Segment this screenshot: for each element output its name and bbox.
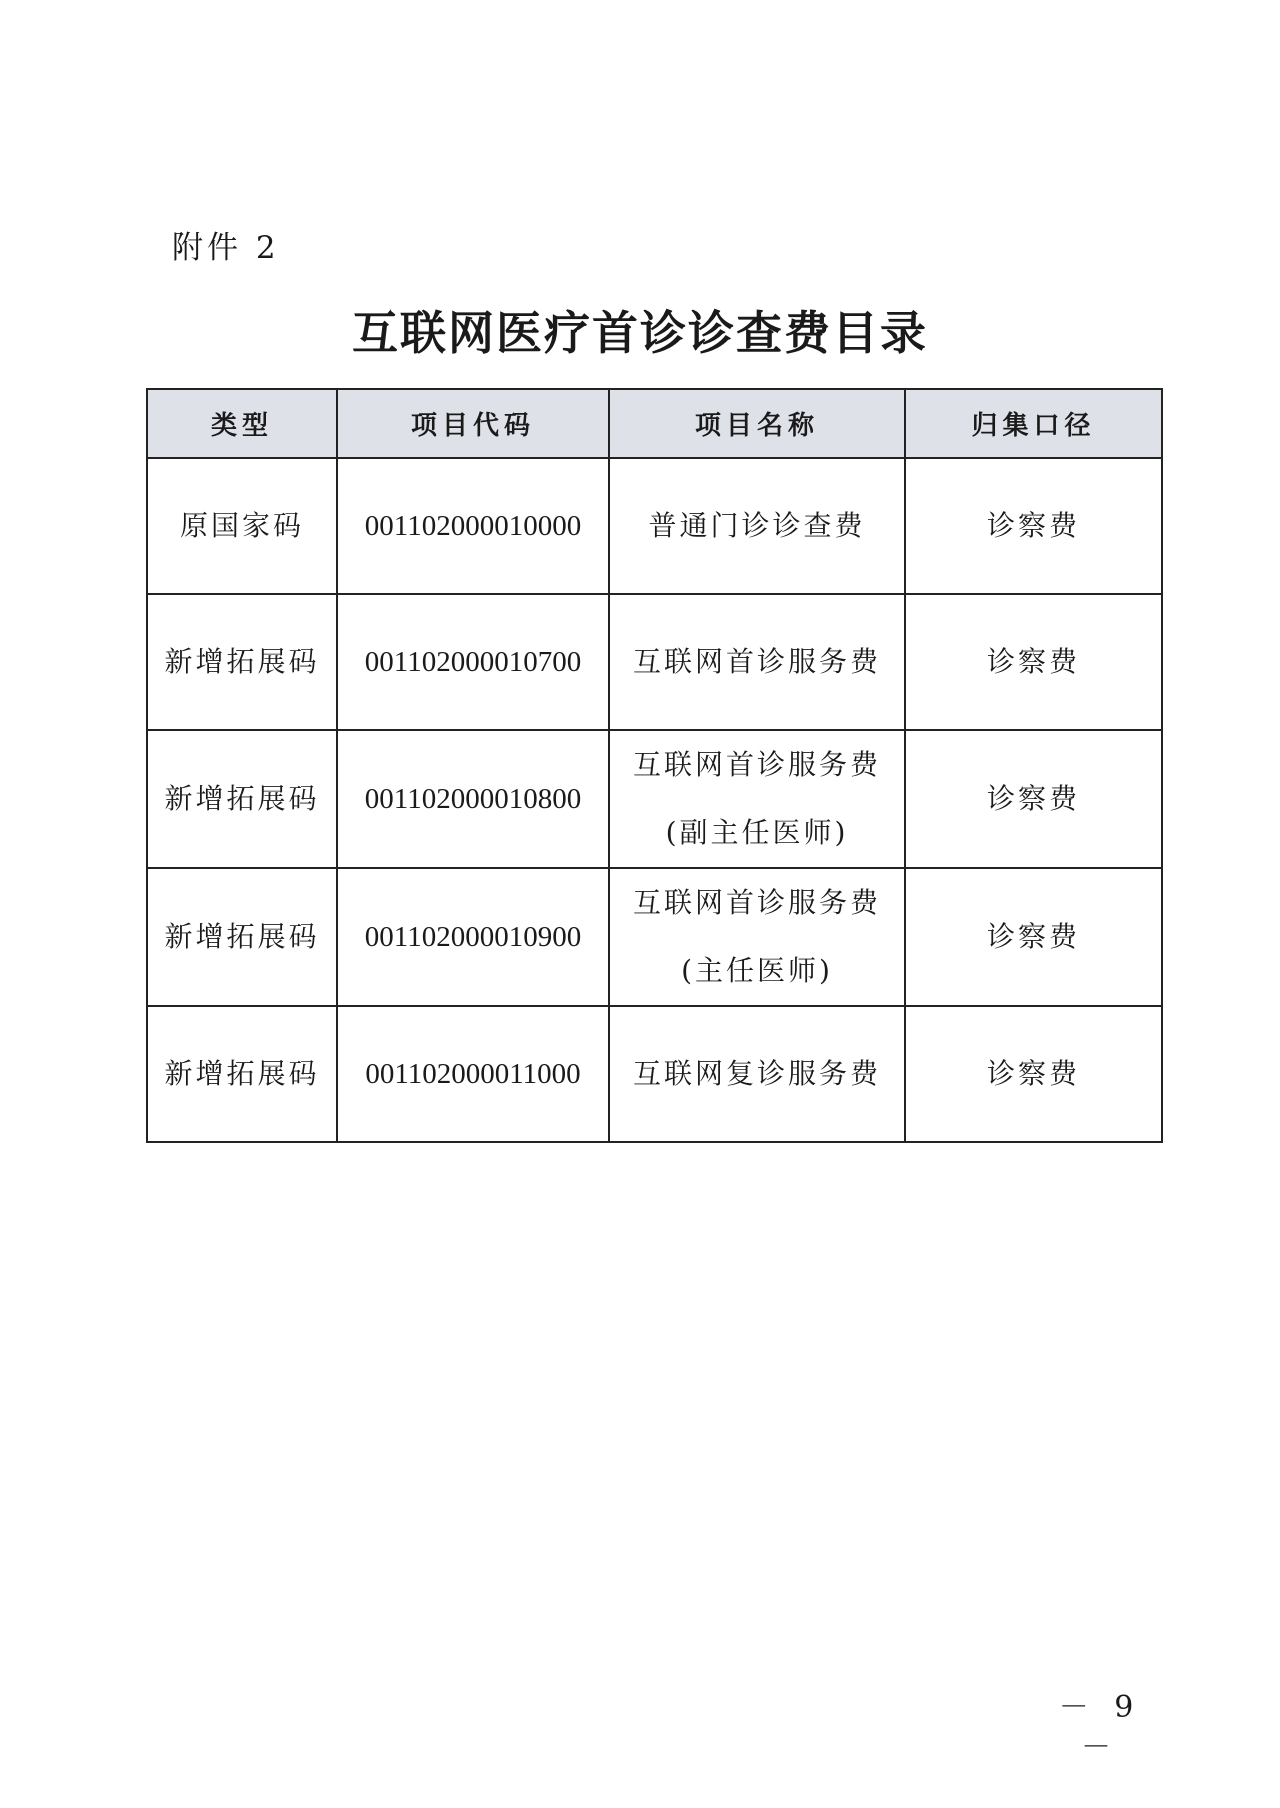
fee-catalog-table — [146, 388, 1163, 1143]
table-header-row — [147, 389, 1162, 458]
cell-type: 新增拓展码 — [147, 868, 337, 1006]
cell-name-line1: 互联网首诊服务费 — [632, 645, 881, 678]
cell-name-line1: 互联网首诊服务费 — [632, 748, 881, 781]
cell-type: 原国家码 — [147, 458, 337, 594]
cell-code: 001102000010000 — [337, 458, 609, 594]
cell-category: 诊察费 — [905, 1006, 1162, 1142]
attachment-label: 附件 2 — [172, 230, 280, 266]
table-row — [147, 458, 1162, 594]
cell-name — [609, 594, 905, 730]
cell-name-line1: 互联网首诊服务费 — [632, 886, 881, 919]
cell-code: 001102000010700 — [337, 594, 609, 730]
cell-code: 001102000010900 — [337, 868, 609, 1006]
cell-name — [609, 868, 905, 1006]
cell-name — [609, 458, 905, 594]
header-code: 项目代码 — [337, 389, 609, 458]
cell-code: 001102000010800 — [337, 730, 609, 868]
cell-type: 新增拓展码 — [147, 594, 337, 730]
cell-name — [609, 1006, 905, 1142]
cell-name-line1: 普通门诊诊查费 — [648, 509, 866, 542]
cell-type: 新增拓展码 — [147, 1006, 337, 1142]
cell-code: 001102000011000 — [337, 1006, 609, 1142]
cell-category: 诊察费 — [905, 730, 1162, 868]
cell-name — [609, 730, 905, 868]
cell-category: 诊察费 — [905, 868, 1162, 1006]
page-number: － 9 － — [1058, 1690, 1142, 1765]
cell-type: 新增拓展码 — [147, 730, 337, 868]
document-title: 互联网医疗首诊诊查费目录 — [352, 306, 928, 360]
table-row — [147, 594, 1162, 730]
header-type: 类型 — [147, 389, 337, 458]
table-row — [147, 730, 1162, 868]
table-row — [147, 868, 1162, 1006]
cell-category: 诊察费 — [905, 594, 1162, 730]
table-row — [147, 1006, 1162, 1142]
cell-name-line2: (副主任医师) — [665, 816, 849, 849]
cell-name-line1: 互联网复诊服务费 — [632, 1057, 881, 1090]
header-name: 项目名称 — [609, 389, 905, 458]
cell-category: 诊察费 — [905, 458, 1162, 594]
header-category: 归集口径 — [905, 389, 1162, 458]
cell-name-line2: (主任医师) — [681, 954, 833, 987]
